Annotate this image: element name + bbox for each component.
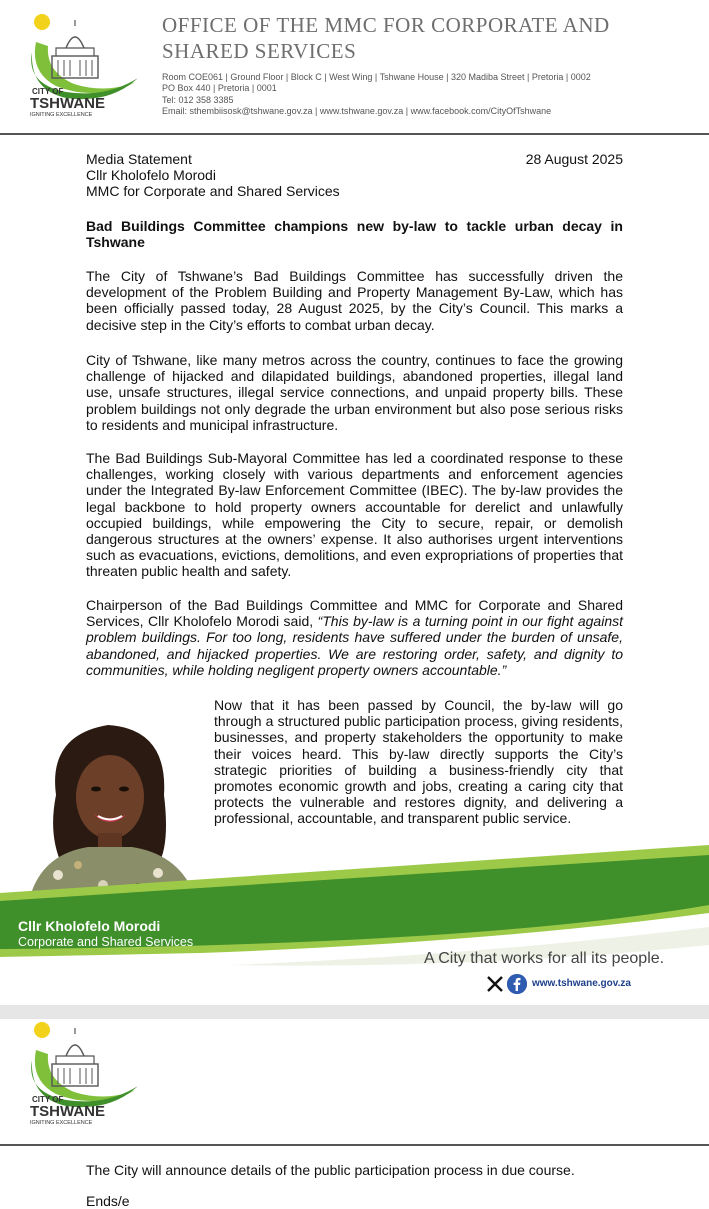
address: Room COE061 | Ground Floor | Block C | West Wing | Tshwane House | 320 Madiba Street | Pretoria | 0002 bbox=[162, 72, 591, 82]
letterhead bbox=[0, 0, 709, 135]
logo-tagline: IGNITING EXCELLENCE bbox=[30, 112, 93, 118]
paragraph-2: City of Tshwane, like many metros across the country, continues to face the growing challenge of hijacked and dilapidated buildings, abandoned properties, illegal land use, unsafe structures, illegal service connections, and unpaid property bills. These problem buildings not only degrade the urban environment but also pose serious risks to residents and municipal infrastructure. bbox=[86, 352, 623, 433]
city-slogan: A City that works for all its people. bbox=[424, 950, 665, 967]
city-of-tshwane-logo-page2 bbox=[26, 1020, 146, 1128]
mmc-role: Corporate and Shared Services bbox=[18, 935, 194, 949]
paragraph-1: The City of Tshwane’s Bad Buildings Committee has successfully driven the development of the Problem Building and Property Management By-Law, which has been officially passed today, 28 August 2025, by the City’s Council. This marks a decisive step in the City’s efforts to combat urban decay. bbox=[86, 268, 623, 333]
statement-meta bbox=[86, 151, 623, 200]
logo-name: TSHWANE bbox=[30, 95, 105, 112]
statement-date: 28 August 2025 bbox=[525, 151, 623, 167]
statement-author: Cllr Kholofelo Morodi bbox=[86, 167, 216, 184]
x-twitter-icon[interactable] bbox=[485, 974, 505, 994]
logo-city-of: CITY OF bbox=[32, 87, 64, 96]
headline: Bad Buildings Committee champions new by-law to tackle urban decay in Tshwane bbox=[86, 218, 623, 251]
contact-details bbox=[162, 72, 591, 118]
logo2-name: TSHWANE bbox=[30, 1103, 105, 1120]
office-title-line2: SHARED SERVICES bbox=[162, 39, 357, 63]
po-box: PO Box 440 | Pretoria | 0001 bbox=[162, 83, 277, 94]
paragraph-5: Now that it has been passed by Council, the by-law will go through a structured public participation process, giving residents, businesses, and property stakeholders the opportunity to make their voices heard. This by-law directly supports the City’s strategic priorities of building a business-friendly city that promotes economic growth and jobs, creating a caring city that protects the vulnerable and restores dignity, and delivering a professional, accountable, and transparent public service. bbox=[214, 697, 623, 827]
page-break bbox=[0, 1005, 709, 1019]
mmc-quote: “This by-law is a turning point in our fight against problem buildings. For too long, residents have suffered under the burden of unsafe, abandoned, and hijacked properties. We are restoring order, safety, and dignity to communities, while holding negligent property owners accountable.” bbox=[86, 613, 624, 678]
paragraph-6: The City will announce details of the public participation process in due course. bbox=[86, 1162, 575, 1178]
logo2-tagline: IGNITING EXCELLENCE bbox=[30, 1120, 93, 1126]
paragraph-3: The Bad Buildings Sub-Mayoral Committee has led a coordinated response to these challenges, working closely with various departments and enforcement agencies under the Integrated By-law Enforcement Committee (IBEC). The by-law provides the legal backbone to hold property owners accountable for derelict and unlawfully occupied buildings, while empowering the City to secure, repair, or demolish dangerous structures at the owners’ expense. It also authorises urgent interventions such as evacuations, evictions, demolitions, and even expropriations of properties that threaten public health and safety. bbox=[86, 450, 623, 580]
office-title bbox=[162, 12, 692, 64]
statement-author-title: MMC for Corporate and Shared Services bbox=[86, 183, 340, 200]
telephone: Tel: 012 358 3385 bbox=[162, 94, 234, 105]
statement-type: Media Statement bbox=[86, 151, 192, 167]
office-title-line1: OFFICE OF THE MMC FOR CORPORATE AND bbox=[162, 13, 610, 37]
header-divider bbox=[0, 133, 709, 135]
ends-marker: Ends/e bbox=[86, 1193, 130, 1209]
page2-divider bbox=[0, 1144, 709, 1146]
website-link[interactable]: www.tshwane.gov.za bbox=[532, 978, 631, 989]
quote-intro: Chairperson of the Bad Buildings Committee and MMC for Corporate and Shared Services, Cllr Kholofelo Morodi said, bbox=[86, 597, 623, 630]
email-line: Email: sthembiisosk@tshwane.gov.za | www.tshwane.gov.za | www.facebook.com/CityOfTshwane bbox=[162, 106, 552, 117]
mmc-name: Cllr Kholofelo Morodi bbox=[18, 918, 161, 934]
logo2-city-of: CITY OF bbox=[32, 1095, 64, 1104]
city-of-tshwane-logo bbox=[26, 12, 146, 120]
paragraph-4 bbox=[86, 597, 623, 678]
facebook-icon[interactable] bbox=[507, 974, 527, 994]
